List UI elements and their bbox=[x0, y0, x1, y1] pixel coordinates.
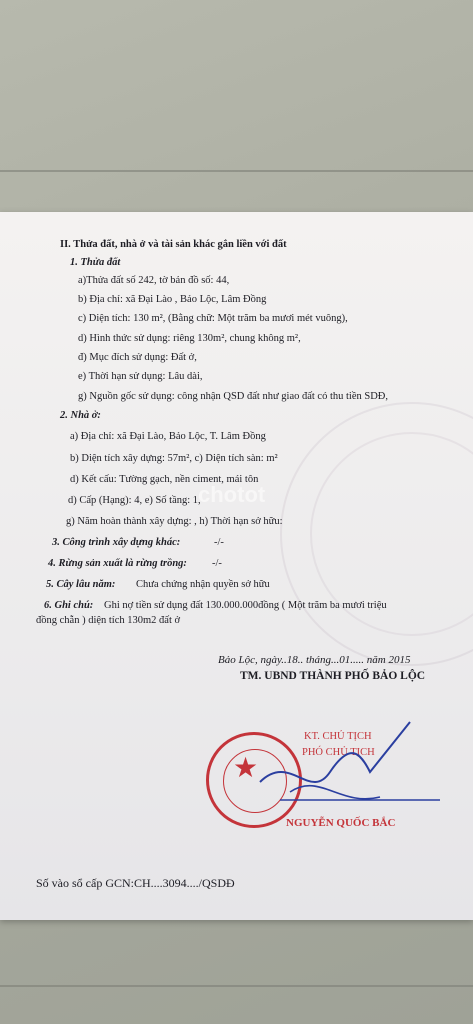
house-address: a) Địa chỉ: xã Đại Lào, Bảo Lộc, T. Lâm Đồng bbox=[70, 431, 266, 442]
house-year: g) Năm hoàn thành xây dựng: , h) Thời hạn sở hữu: bbox=[66, 516, 283, 527]
land-heading: 1. Thửa đất bbox=[70, 257, 121, 268]
forest-value: -/- bbox=[212, 558, 222, 569]
signature-date: Bảo Lộc, ngày..18.. tháng...01..... năm 2015 bbox=[218, 654, 411, 666]
land-parcel: a)Thửa đất số 242, tờ bản đồ số: 44, bbox=[78, 275, 230, 286]
land-address: b) Địa chỉ: xã Đại Lào , Bảo Lộc, Lâm Đồng bbox=[78, 294, 267, 305]
perennial-value: Chưa chứng nhận quyền sở hữu bbox=[136, 579, 270, 590]
construction-value: -/- bbox=[214, 537, 224, 548]
house-grade: d) Cấp (Hạng): 4, e) Số tầng: 1, bbox=[68, 495, 201, 506]
note-line-1: Ghi nợ tiền sử dụng đất 130.000.000đồng ( Một trăm ba mươi triệu bbox=[104, 600, 387, 611]
land-certificate-page bbox=[0, 212, 473, 920]
note-label: 6. Ghi chú: bbox=[44, 600, 94, 611]
stamp-star-icon: ★ bbox=[233, 753, 259, 784]
section-title: II. Thửa đất, nhà ở và tài sản khác gắn liền với đất bbox=[60, 239, 287, 250]
floor-tile-seam bbox=[0, 985, 473, 987]
house-structure: d) Kết cấu: Tường gạch, nền ciment, mái tôn bbox=[70, 474, 259, 485]
floor-tile-seam bbox=[0, 170, 473, 172]
land-area: c) Diện tích: 130 m², (Bằng chữ: Một trăm ba mươi mét vuông), bbox=[78, 313, 348, 324]
signature-kt: KT. CHỦ TỊCH bbox=[304, 731, 372, 742]
note-line-2: đồng chẵn ) diện tích 130m2 đất ở bbox=[36, 615, 181, 626]
handwritten-signature bbox=[250, 712, 450, 812]
construction-label: 3. Công trình xây dựng khác: bbox=[52, 537, 181, 548]
house-area: b) Diện tích xây dựng: 57m², c) Diện tích sàn: m² bbox=[70, 453, 278, 464]
chotot-watermark: chotot bbox=[198, 482, 266, 507]
signature-org: TM. UBND THÀNH PHỐ BẢO LỘC bbox=[240, 670, 426, 682]
signer-name: NGUYỄN QUỐC BẮC bbox=[286, 817, 396, 829]
land-origin: g) Nguồn gốc sử dụng: công nhận QSD đất như giao đất có thu tiền SDĐ, bbox=[78, 391, 389, 402]
house-heading: 2. Nhà ở: bbox=[60, 410, 101, 421]
land-usage-form: d) Hình thức sử dụng: riêng 130m², chung không m², bbox=[78, 333, 301, 344]
registry-number: Số vào sổ cấp GCN:CH....3094..../QSDĐ bbox=[36, 876, 235, 890]
perennial-label: 5. Cây lâu năm: bbox=[46, 579, 116, 590]
forest-label: 4. Rừng sản xuất là rừng trồng: bbox=[48, 558, 187, 569]
land-purpose: đ) Mục đích sử dụng: Đất ở, bbox=[78, 352, 197, 363]
land-term: e) Thời hạn sử dụng: Lâu dài, bbox=[78, 371, 203, 382]
signature-role: PHÓ CHỦ TỊCH bbox=[302, 747, 375, 758]
